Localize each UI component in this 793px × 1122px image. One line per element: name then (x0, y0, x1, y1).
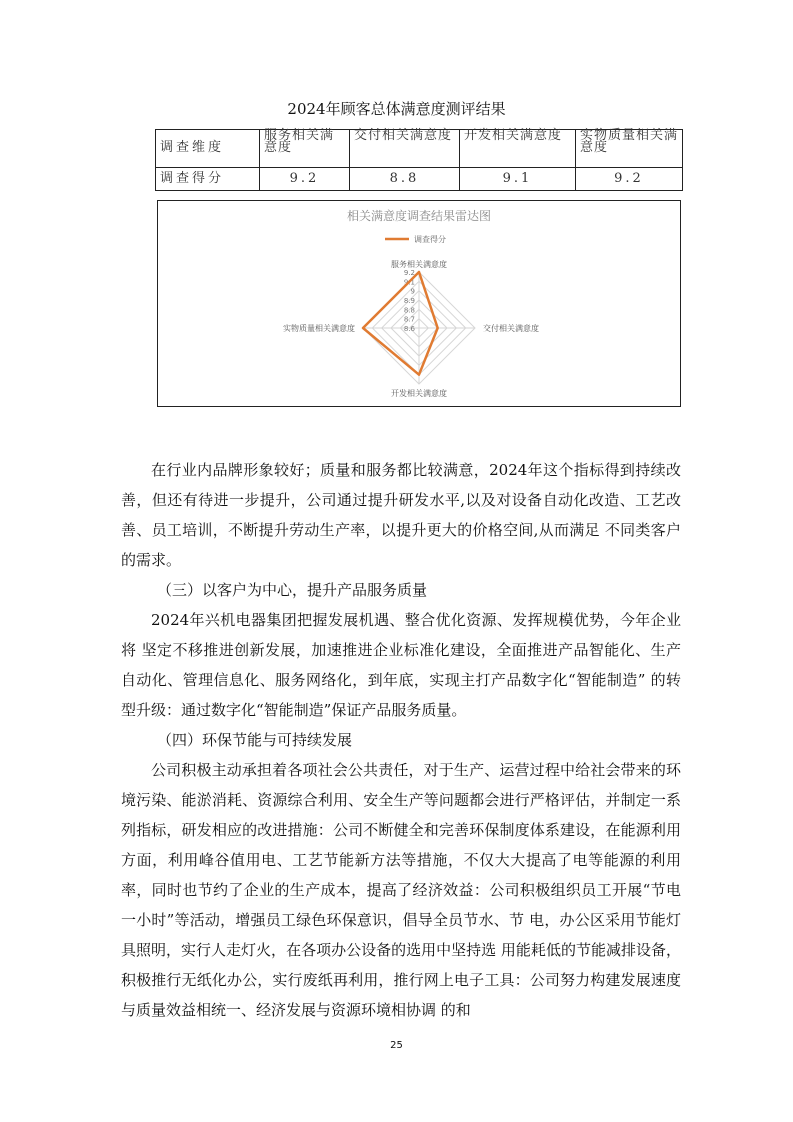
table-row (156, 130, 683, 168)
paragraph: 公司积极主动承担着各项社会公共责任，对于生产、运营过程中给社会带来的环境污染、能淤消耗、资源综合利用、安全生产等问题都会进行严格评估，并制定一系列指标，研发相应的改进措施：公司不断健全和完善环保制度体系建设，在能源利用方面，利用峰谷值用电、工艺节能新方法等措施，不仅大大提高了电等能源的利用率，同时也节约了企业的生产成本，提高了经济效益：公司积极组织员工开展“节电一小时”等活动，增强员工绿色环保意识，倡导全员节水、节 电，办公区采用节能灯具照明，实行人走灯火，在各项办公设备的选用中坚持选 用能耗低的节能减排设备，积极推行无纸化办公，实行废纸再利用，推行网上电子工具：公司努力构建发展速度与质量效益相统一、经济发展与资源环境相协调 的和 (121, 761, 681, 1019)
radar-chart (158, 201, 680, 406)
satisfaction-table (155, 129, 683, 191)
table-row (156, 167, 683, 190)
series-polygon (363, 272, 438, 375)
tick-label: 8.7 (403, 315, 415, 324)
page-number: 25 (390, 1040, 403, 1051)
chart-title: 相关满意度调查结果雷达图 (346, 209, 492, 223)
section-heading: （四）环保节能与可持续发展 (157, 731, 353, 749)
tick-label: 9 (410, 287, 415, 296)
radar-chart-frame (157, 200, 681, 407)
axis-label: 服务相关满意度 (391, 260, 447, 269)
table-header-cell: 调查维度 (156, 130, 260, 168)
tick-label: 8.8 (403, 306, 415, 315)
axis-label: 开发相关满意度 (391, 389, 447, 398)
tick-label: 9.1 (403, 278, 415, 287)
table-column-header: 开发相关满意度 (460, 130, 576, 168)
table-cell: 8.8 (350, 167, 460, 190)
legend-label: 调查得分 (414, 235, 446, 244)
tick-label: 9.2 (403, 269, 415, 277)
paragraph: 在行业内品牌形象较好；质量和服务都比较满意，2024年这个指标得到持续改善，但还有待进一步提升，公司通过提升研发水平,以及对设备自动化改造、工艺改善、员工培训，不断提升劳动生产率，以提升更大的价格空间,从而满足 不同类客户的需求。 (121, 461, 681, 569)
axis-label: 实物质量相关满意度 (283, 324, 355, 333)
tick-label: 8.9 (403, 297, 415, 305)
table-cell: 9.1 (460, 167, 576, 190)
axis-label: 交付相关满意度 (483, 324, 539, 333)
tick-label: 8.6 (403, 325, 415, 333)
section-heading: （三）以客户为中心，提升产品服务质量 (157, 581, 428, 599)
table-column-header: 实物质量相关满意度 (576, 130, 683, 168)
table-row-label: 调查得分 (156, 167, 260, 190)
table-column-header: 服务相关满意度 (260, 130, 350, 168)
table-cell: 9.2 (260, 167, 350, 190)
paragraph: 2024年兴机电器集团把握发展机遇、整合优化资源、发挥规模优势，今年企业将 坚定不移推进创新发展，加速推进企业标准化建设，全面推进产品智能化、生产 自动化、管理信息化、服务网络化，到年底，实现主打产品数字化“智能制造” 的转型升级：通过数字化“智能制造”保证产品服务质量。 (121, 611, 681, 719)
table-cell: 9.2 (576, 167, 683, 190)
table-column-header: 交付相关满意度 (350, 130, 460, 168)
table-caption: 2024年顾客总体满意度测评结果 (287, 100, 506, 118)
